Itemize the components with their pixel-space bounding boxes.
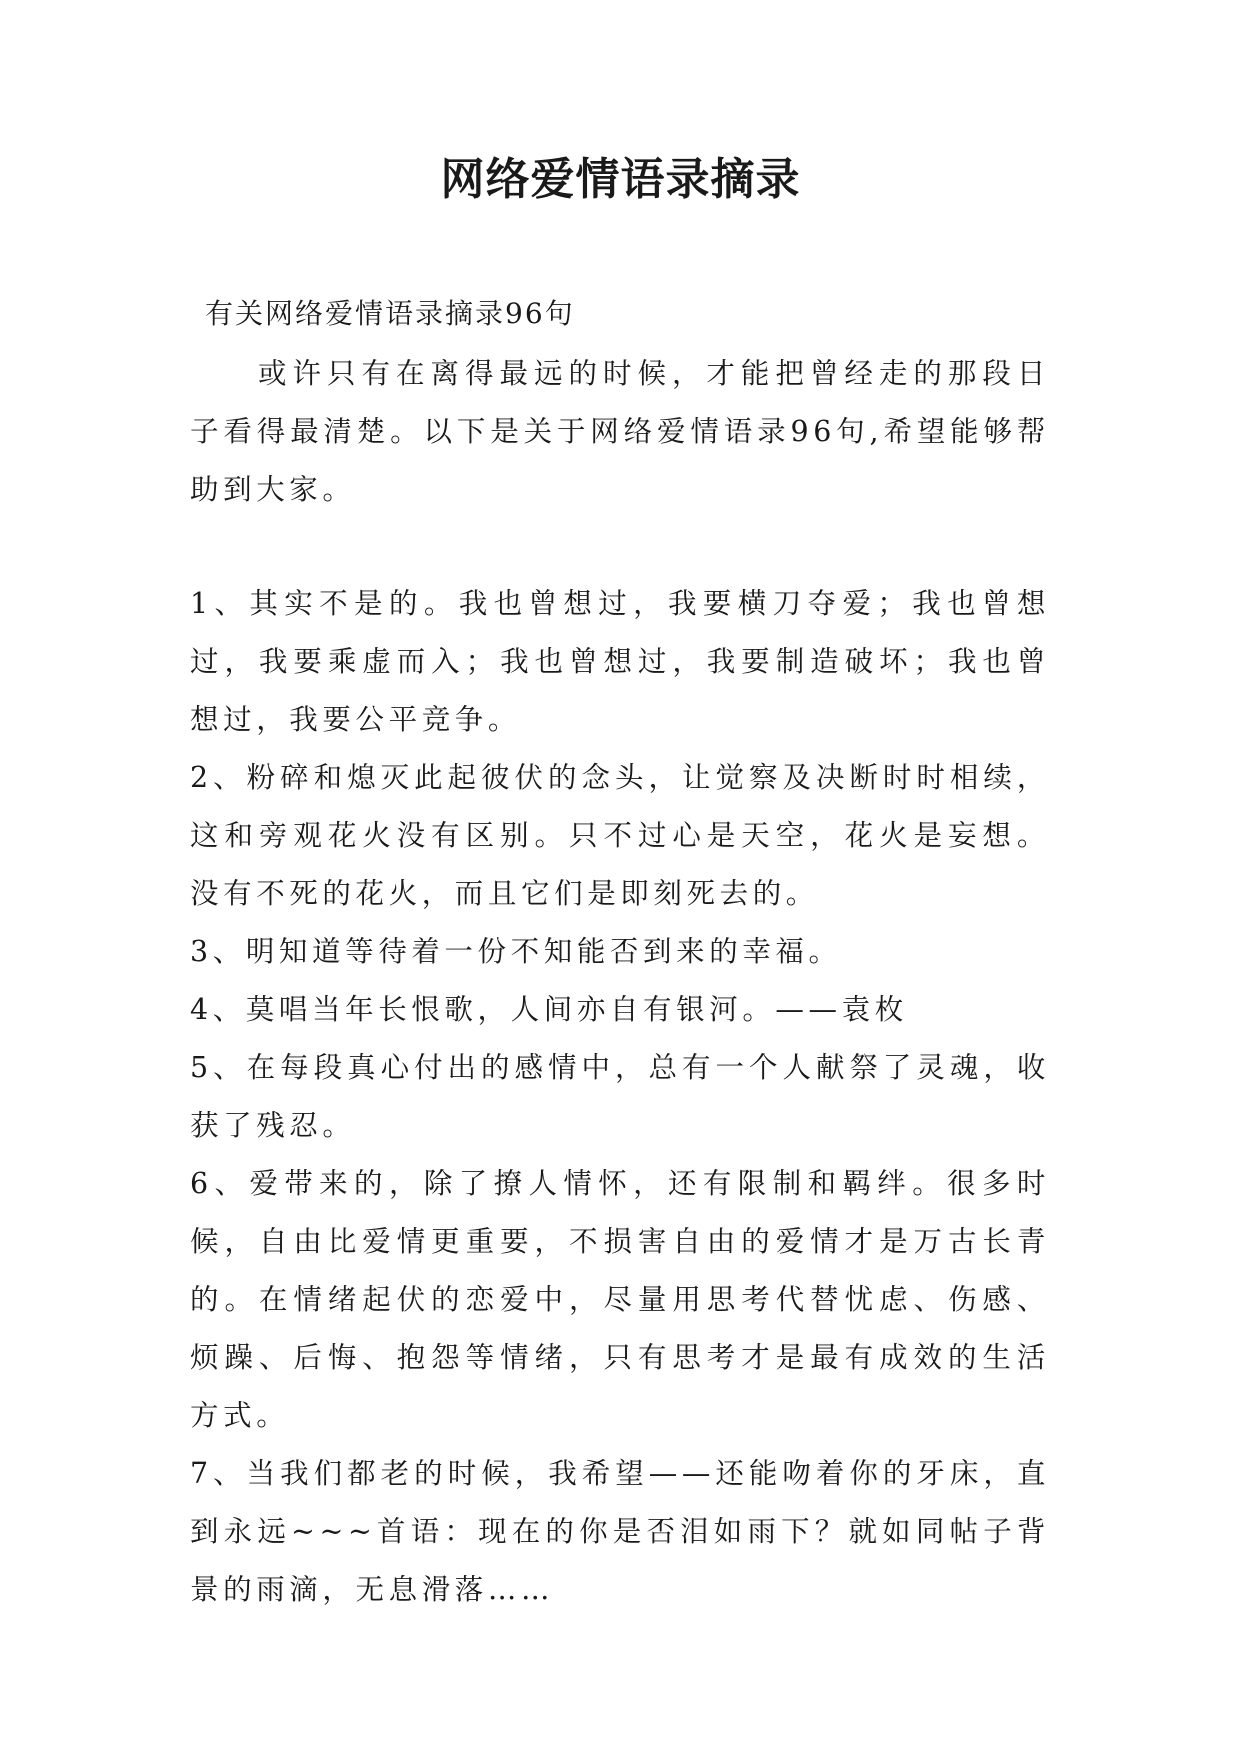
document-title: 网络爱情语录摘录 — [440, 154, 801, 205]
quote-entry-5: 5、在每段真心付出的感情中，总有一个人献祭了灵魂，收获了残忍。 — [190, 1051, 1050, 1142]
quote-entry-7: 7、当我们都老的时候，我希望——还能吻着你的牙床，直到永远~~~首语：现在的你是否泪如雨下？就如同帖子背景的雨滴，无息滑落…… — [190, 1457, 1050, 1606]
quote-entry-4: 4、莫唱当年长恨歌，人间亦自有银河。——袁枚 — [190, 993, 908, 1026]
quote-entry-1: 1、其实不是的。我也曾想过，我要横刀夺爱；我也曾想过，我要乘虚而入；我也曾想过，我要制造破坏；我也曾想过，我要公平竞争。 — [190, 587, 1050, 736]
quote-list — [190, 575, 1050, 1619]
quote-entry-6: 6、爱带来的，除了撩人情怀，还有限制和羁绊。很多时候，自由比爱情更重要，不损害自由的爱情才是万古长青的。在情绪起伏的恋爱中，尽量用思考代替忧虑、伤感、烦躁、后悔、抱怨等情绪，只有思考才是最有成效的生活方式。 — [190, 1167, 1050, 1432]
intro-paragraph: 或许只有在离得最远的时候，才能把曾经走的那段日子看得最清楚。以下是关于网络爱情语录96句,希望能够帮助到大家。 — [190, 357, 1050, 506]
document-subtitle: 有关网络爱情语录摘录96句 — [205, 297, 575, 330]
quote-entry-2: 2、粉碎和熄灭此起彼伏的念头，让觉察及决断时时相续，这和旁观花火没有区别。只不过心是天空，花火是妄想。没有不死的花火，而且它们是即刻死去的。 — [190, 761, 1050, 910]
quote-entry-3: 3、明知道等待着一份不知能否到来的幸福。 — [190, 935, 842, 968]
